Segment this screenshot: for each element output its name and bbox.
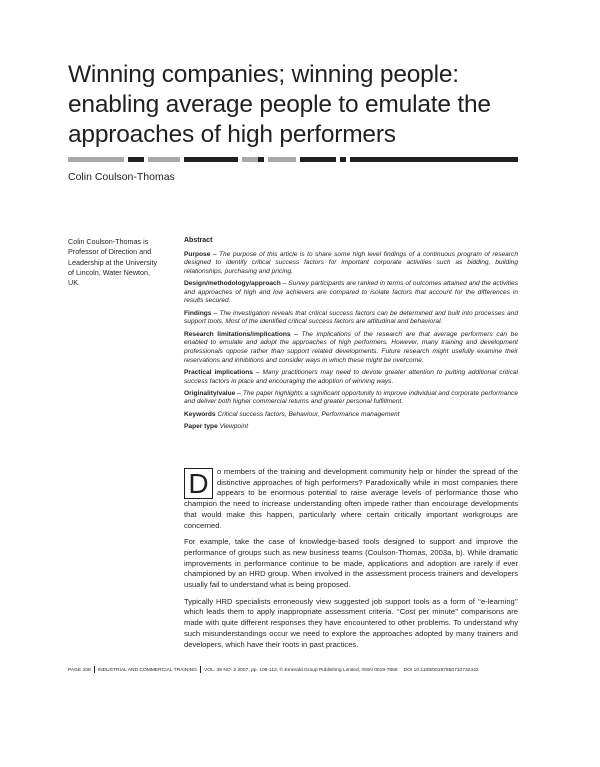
footer-page-number: PAGE 108 [68, 667, 91, 673]
footer-doi: DOI 10.1108/00197850710732442 [403, 667, 479, 673]
abstract-originality: Originality/value – The paper highlights a significant opportunity to improve individual and corporate performance and deliver both higher commercial returns and greater personal fulfillment. [184, 389, 518, 406]
abstract-practical: Practical implications – Many practitioners may need to devote greater attention to putting additional critical success factors in place and encouraging the adoption of winning ways. [184, 368, 518, 385]
footer-citation: VOL. 39 NO. 2 2007, pp. 108-112, © Emerald Group Publishing Limited, ISSN 0019-7858 [204, 667, 398, 673]
decorative-title-rule [68, 157, 518, 162]
author-bio: Colin Coulson-Thomas is Professor of Direction and Leadership at the University of Lincoln, Water Newton, UK. [68, 237, 158, 288]
abstract-keywords: Keywords Critical success factors, Behaviour, Performance management [184, 410, 400, 418]
abstract-design: Design/methodology/approach – Survey participants are ranked in terms of outcomes attained and the activities and approaches of high and low achievers are compared to isolate factors that account for the differences in results secured. [184, 280, 518, 305]
abstract-paper-type: Paper type Viewpoint [184, 423, 249, 431]
abstract-findings: Findings – The investigation reveals that critical success factors can be determined and built into processes and support tools. Most of the identified critical success factors are attitudinal and behavioral. [184, 309, 518, 326]
abstract-heading: Abstract [184, 237, 213, 244]
body-paragraph-2: For example, take the case of knowledge-based tools designed to support and improve the performance of groups such as new business teams (Coulson-Thomas, 2003a, b). While dramatic improvements in performance continue to be made, applications and adoption are rarely if ever championed by an HRD group. When involved in the assessment process trainers and developers usually fail to understand what is being proposed. [184, 537, 518, 590]
footer-journal: INDUSTRIAL AND COMMERCIAL TRAINING [97, 667, 198, 673]
page-footer [68, 666, 518, 675]
body-paragraph-3: Typically HRD specialists erroneously view suggested job support tools as a form of ‘‘e-learning’’ which leads them to apply inappropriate assessment criteria. ‘‘Cost per minute’’ comparisons are made with quite different responses they have encountered to other problems. To understand why such misunderstandings occur we need to explore the approaches adopted by many trainers and developers, which have their roots in past practices. [184, 596, 518, 649]
drop-cap: D [184, 468, 213, 499]
body-paragraph-1: D o members of the training and development community help or hinder the spread of the distinctive approaches of high performers? Paradoxically while in most companies there appears to be enormous potential to raise average levels of performance those who champion the need to increase understanding often impede rather than encourage developments that would make this happen, particularly where certain critically important workgroups are concerned. [184, 467, 518, 530]
author-name: Colin Coulson-Thomas [68, 171, 175, 183]
article-body [184, 467, 518, 656]
abstract-limitations: Research limitations/implications – The implications of the research are that average performers can be enabled to emulate and adopt the approaches of high performers. However, many training and development professionals oppose rather than support related developments. Future research might usefully examine their reservations and inhibitions and consider ways in which these might be overcome. [184, 330, 518, 364]
abstract-purpose: Purpose – The purpose of this article is to share some high level findings of a continuous program of research designed to identify critical success factors for important corporate activities such as bidding, building relationships, purchasing and pricing. [184, 250, 518, 275]
article-title: Winning companies; winning people: enabling average people to emulate the approaches of high performers [68, 61, 491, 148]
abstract [184, 237, 518, 436]
